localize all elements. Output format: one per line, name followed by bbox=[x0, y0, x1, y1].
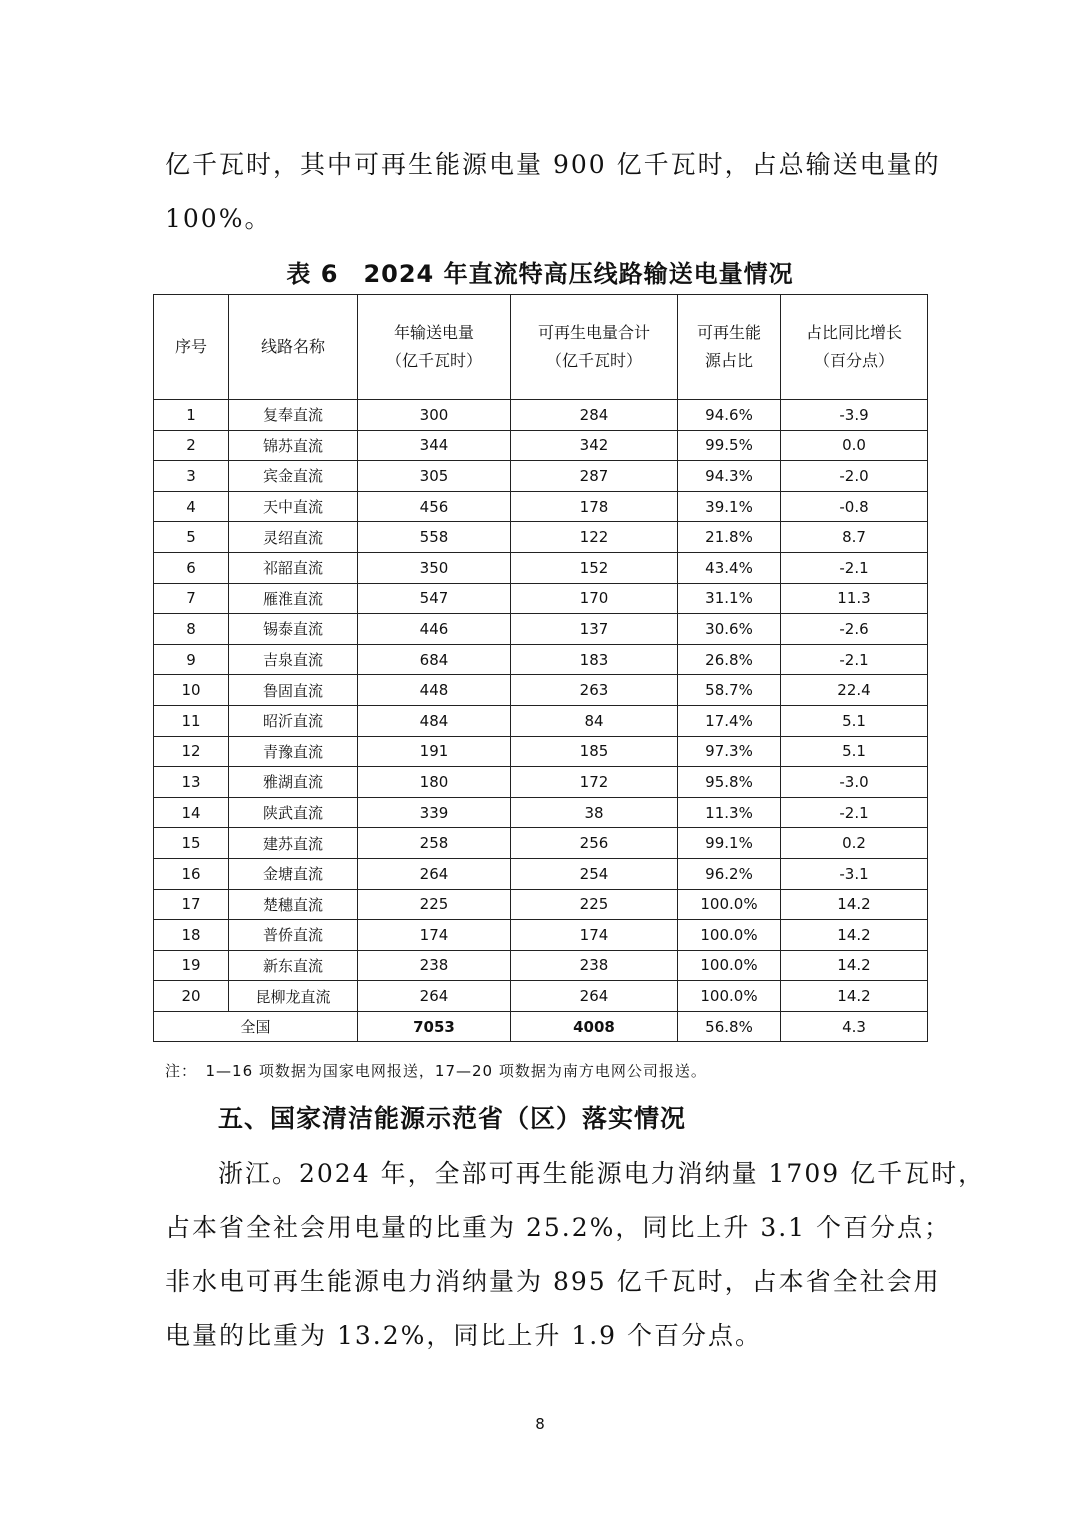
cell-line-name: 鲁固直流 bbox=[229, 675, 358, 706]
table-row bbox=[154, 705, 928, 736]
cell-index: 20 bbox=[154, 981, 229, 1012]
cell-share: 100.0% bbox=[678, 981, 781, 1012]
cell-share: 21.8% bbox=[678, 522, 781, 553]
cell-growth: -2.1 bbox=[781, 552, 928, 583]
cell-index: 9 bbox=[154, 644, 229, 675]
cell-share: 97.3% bbox=[678, 736, 781, 767]
header-text: 线路名称 bbox=[260, 337, 325, 356]
total-share: 56.8% bbox=[678, 1011, 781, 1042]
cell-growth: 14.2 bbox=[781, 981, 928, 1012]
cell-share: 100.0% bbox=[678, 920, 781, 951]
table-row bbox=[154, 430, 928, 461]
cell-renewable: 254 bbox=[511, 858, 678, 889]
cell-line-name: 灵绍直流 bbox=[229, 522, 358, 553]
table-row bbox=[154, 400, 928, 431]
header-renewable-total bbox=[511, 295, 678, 400]
cell-line-name: 普侨直流 bbox=[229, 920, 358, 951]
cell-annual: 456 bbox=[358, 491, 511, 522]
cell-annual: 191 bbox=[358, 736, 511, 767]
header-index bbox=[154, 295, 229, 400]
cell-index: 14 bbox=[154, 797, 229, 828]
table-row bbox=[154, 797, 928, 828]
table-row bbox=[154, 889, 928, 920]
cell-line-name: 复奉直流 bbox=[229, 400, 358, 431]
table-row bbox=[154, 736, 928, 767]
cell-annual: 558 bbox=[358, 522, 511, 553]
cell-index: 16 bbox=[154, 858, 229, 889]
cell-share: 31.1% bbox=[678, 583, 781, 614]
cell-renewable: 287 bbox=[511, 461, 678, 492]
cell-index: 1 bbox=[154, 400, 229, 431]
cell-index: 18 bbox=[154, 920, 229, 951]
cell-index: 15 bbox=[154, 828, 229, 859]
cell-renewable: 183 bbox=[511, 644, 678, 675]
cell-growth: -2.1 bbox=[781, 797, 928, 828]
cell-annual: 180 bbox=[358, 767, 511, 798]
cell-growth: 14.2 bbox=[781, 950, 928, 981]
table-row bbox=[154, 950, 928, 981]
cell-annual: 225 bbox=[358, 889, 511, 920]
section-paragraph-line-2: 占本省全社会用电量的比重为 25.2%，同比上升 3.1 个百分点； bbox=[165, 1213, 952, 1242]
cell-annual: 547 bbox=[358, 583, 511, 614]
cell-share: 30.6% bbox=[678, 614, 781, 645]
cell-share: 39.1% bbox=[678, 491, 781, 522]
table-row bbox=[154, 767, 928, 798]
cell-line-name: 雁淮直流 bbox=[229, 583, 358, 614]
cell-index: 2 bbox=[154, 430, 229, 461]
cell-line-name: 新东直流 bbox=[229, 950, 358, 981]
table-row bbox=[154, 858, 928, 889]
table-row bbox=[154, 828, 928, 859]
cell-renewable: 225 bbox=[511, 889, 678, 920]
table-row bbox=[154, 522, 928, 553]
cell-renewable: 284 bbox=[511, 400, 678, 431]
cell-index: 7 bbox=[154, 583, 229, 614]
cell-renewable: 152 bbox=[511, 552, 678, 583]
cell-renewable: 264 bbox=[511, 981, 678, 1012]
cell-annual: 238 bbox=[358, 950, 511, 981]
cell-index: 5 bbox=[154, 522, 229, 553]
cell-growth: 0.0 bbox=[781, 430, 928, 461]
cell-annual: 446 bbox=[358, 614, 511, 645]
table-row bbox=[154, 644, 928, 675]
cell-index: 17 bbox=[154, 889, 229, 920]
table-row bbox=[154, 461, 928, 492]
cell-growth: -2.0 bbox=[781, 461, 928, 492]
cell-growth: 5.1 bbox=[781, 705, 928, 736]
table-body bbox=[154, 400, 928, 1042]
cell-annual: 484 bbox=[358, 705, 511, 736]
cell-index: 13 bbox=[154, 767, 229, 798]
total-growth: 4.3 bbox=[781, 1011, 928, 1042]
cell-growth: 14.2 bbox=[781, 889, 928, 920]
cell-renewable: 170 bbox=[511, 583, 678, 614]
cell-annual: 300 bbox=[358, 400, 511, 431]
cell-annual: 174 bbox=[358, 920, 511, 951]
cell-renewable: 185 bbox=[511, 736, 678, 767]
cell-line-name: 锦苏直流 bbox=[229, 430, 358, 461]
header-text: （亿千瓦时） bbox=[385, 351, 482, 370]
cell-growth: -0.8 bbox=[781, 491, 928, 522]
cell-annual: 264 bbox=[358, 981, 511, 1012]
cell-line-name: 青豫直流 bbox=[229, 736, 358, 767]
cell-share: 11.3% bbox=[678, 797, 781, 828]
cell-renewable: 178 bbox=[511, 491, 678, 522]
cell-line-name: 昆柳龙直流 bbox=[229, 981, 358, 1012]
cell-annual: 448 bbox=[358, 675, 511, 706]
header-text: 源占比 bbox=[704, 351, 753, 370]
cell-growth: -2.1 bbox=[781, 644, 928, 675]
cell-line-name: 金塘直流 bbox=[229, 858, 358, 889]
cell-share: 94.6% bbox=[678, 400, 781, 431]
cell-index: 3 bbox=[154, 461, 229, 492]
cell-line-name: 吉泉直流 bbox=[229, 644, 358, 675]
cell-index: 8 bbox=[154, 614, 229, 645]
cell-index: 11 bbox=[154, 705, 229, 736]
intro-line-2: 100%。 bbox=[165, 204, 272, 233]
cell-share: 100.0% bbox=[678, 889, 781, 920]
header-line-name bbox=[229, 295, 358, 400]
cell-line-name: 雅湖直流 bbox=[229, 767, 358, 798]
table-caption: 表 6 2024 年直流特高压线路输送电量情况 bbox=[286, 260, 794, 288]
cell-growth: 5.1 bbox=[781, 736, 928, 767]
cell-growth: 14.2 bbox=[781, 920, 928, 951]
table-row bbox=[154, 491, 928, 522]
cell-annual: 344 bbox=[358, 430, 511, 461]
cell-annual: 305 bbox=[358, 461, 511, 492]
section-paragraph-line-1: 浙江。2024 年，全部可再生能源电力消纳量 1709 亿千瓦时， bbox=[218, 1159, 986, 1188]
cell-share: 43.4% bbox=[678, 552, 781, 583]
cell-growth: -3.9 bbox=[781, 400, 928, 431]
cell-share: 96.2% bbox=[678, 858, 781, 889]
header-text: （亿千瓦时） bbox=[545, 351, 642, 370]
cell-line-name: 天中直流 bbox=[229, 491, 358, 522]
cell-growth: 8.7 bbox=[781, 522, 928, 553]
cell-renewable: 137 bbox=[511, 614, 678, 645]
header-annual-transmission bbox=[358, 295, 511, 400]
cell-renewable: 38 bbox=[511, 797, 678, 828]
table-row bbox=[154, 552, 928, 583]
cell-renewable: 256 bbox=[511, 828, 678, 859]
cell-share: 99.1% bbox=[678, 828, 781, 859]
header-renewable-share bbox=[678, 295, 781, 400]
cell-annual: 264 bbox=[358, 858, 511, 889]
cell-annual: 339 bbox=[358, 797, 511, 828]
table-row bbox=[154, 614, 928, 645]
section-heading: 五、国家清洁能源示范省（区）落实情况 bbox=[218, 1104, 687, 1133]
cell-line-name: 锡泰直流 bbox=[229, 614, 358, 645]
total-row bbox=[154, 1011, 928, 1042]
header-text: 序号 bbox=[174, 337, 207, 356]
cell-line-name: 祁韶直流 bbox=[229, 552, 358, 583]
cell-growth: -3.0 bbox=[781, 767, 928, 798]
header-text: 年输送电量 bbox=[393, 323, 474, 342]
cell-line-name: 宾金直流 bbox=[229, 461, 358, 492]
header-share-growth bbox=[781, 295, 928, 400]
cell-index: 10 bbox=[154, 675, 229, 706]
table-row bbox=[154, 920, 928, 951]
cell-line-name: 建苏直流 bbox=[229, 828, 358, 859]
cell-renewable: 172 bbox=[511, 767, 678, 798]
cell-growth: 0.2 bbox=[781, 828, 928, 859]
cell-index: 12 bbox=[154, 736, 229, 767]
table-header bbox=[154, 295, 928, 400]
cell-growth: -2.6 bbox=[781, 614, 928, 645]
cell-line-name: 楚穗直流 bbox=[229, 889, 358, 920]
table-row bbox=[154, 981, 928, 1012]
total-label: 全国 bbox=[154, 1011, 358, 1042]
cell-renewable: 174 bbox=[511, 920, 678, 951]
cell-share: 26.8% bbox=[678, 644, 781, 675]
header-text: 可再生能 bbox=[696, 323, 761, 342]
cell-renewable: 84 bbox=[511, 705, 678, 736]
cell-index: 4 bbox=[154, 491, 229, 522]
intro-line-1: 亿千瓦时，其中可再生能源电量 900 亿千瓦时，占总输送电量的 bbox=[165, 150, 941, 179]
cell-share: 99.5% bbox=[678, 430, 781, 461]
table-note: 注： 1—16 项数据为国家电网报送，17—20 项数据为南方电网公司报送。 bbox=[165, 1062, 707, 1080]
cell-share: 58.7% bbox=[678, 675, 781, 706]
cell-renewable: 122 bbox=[511, 522, 678, 553]
header-text: 占比同比增长 bbox=[805, 323, 902, 342]
cell-share: 17.4% bbox=[678, 705, 781, 736]
total-renewable: 4008 bbox=[511, 1011, 678, 1042]
transmission-table bbox=[153, 294, 928, 1042]
section-paragraph-line-3: 非水电可再生能源电力消纳量为 895 亿千瓦时，占本省全社会用 bbox=[165, 1267, 941, 1296]
cell-renewable: 342 bbox=[511, 430, 678, 461]
cell-renewable: 238 bbox=[511, 950, 678, 981]
total-annual: 7053 bbox=[358, 1011, 511, 1042]
cell-line-name: 昭沂直流 bbox=[229, 705, 358, 736]
cell-growth: 11.3 bbox=[781, 583, 928, 614]
header-row bbox=[154, 295, 928, 400]
cell-growth: -3.1 bbox=[781, 858, 928, 889]
cell-growth: 22.4 bbox=[781, 675, 928, 706]
cell-annual: 350 bbox=[358, 552, 511, 583]
cell-index: 6 bbox=[154, 552, 229, 583]
cell-annual: 684 bbox=[358, 644, 511, 675]
table-row bbox=[154, 583, 928, 614]
page-number: 8 bbox=[535, 1415, 545, 1433]
header-text: 可再生电量合计 bbox=[537, 323, 650, 342]
cell-renewable: 263 bbox=[511, 675, 678, 706]
cell-annual: 258 bbox=[358, 828, 511, 859]
section-paragraph-line-4: 电量的比重为 13.2%，同比上升 1.9 个百分点。 bbox=[165, 1321, 763, 1350]
header-text: （百分点） bbox=[813, 351, 894, 370]
cell-line-name: 陕武直流 bbox=[229, 797, 358, 828]
cell-index: 19 bbox=[154, 950, 229, 981]
cell-share: 100.0% bbox=[678, 950, 781, 981]
cell-share: 95.8% bbox=[678, 767, 781, 798]
cell-share: 94.3% bbox=[678, 461, 781, 492]
table-row bbox=[154, 675, 928, 706]
